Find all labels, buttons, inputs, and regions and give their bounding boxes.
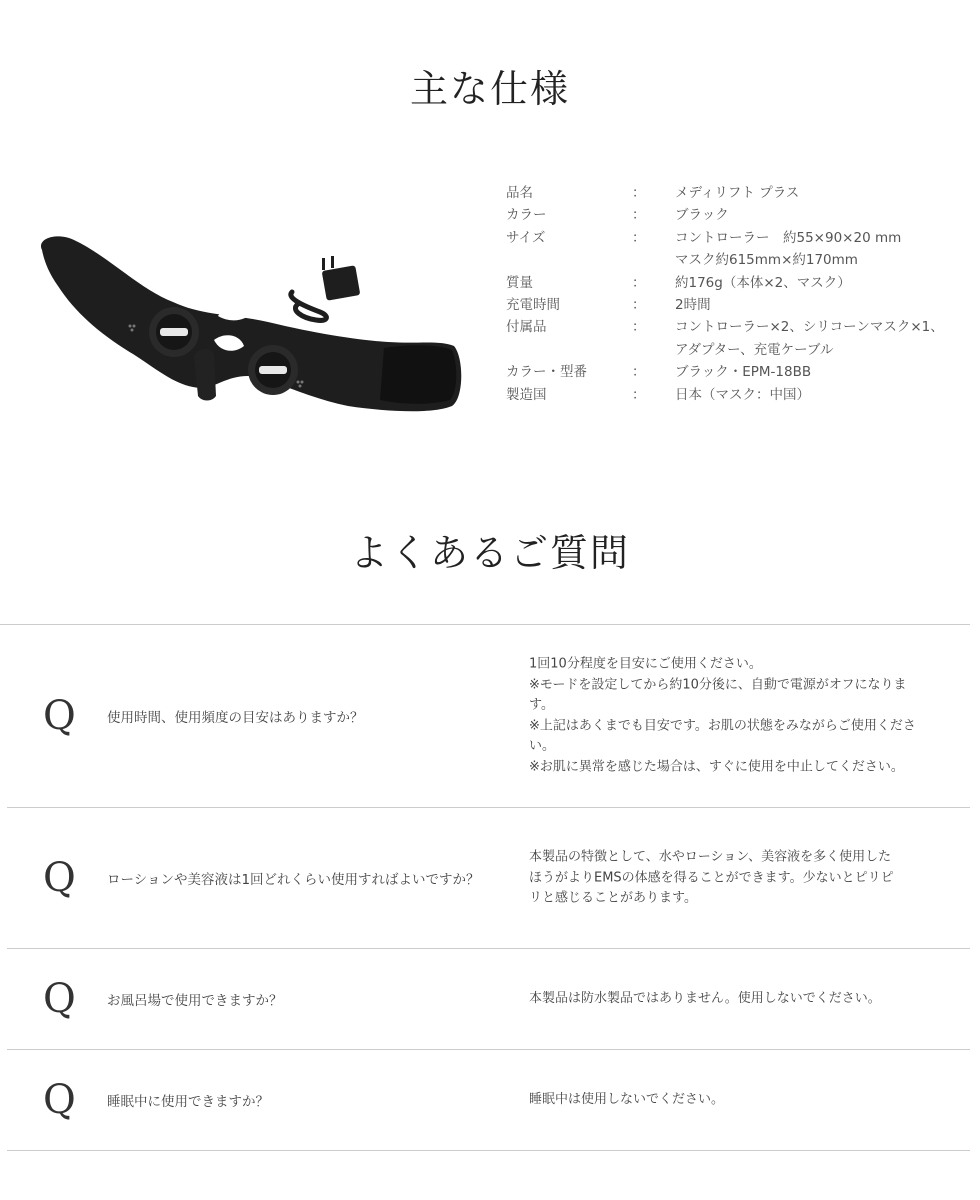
faq-item — [7, 1050, 970, 1151]
faq-answer-line: 本製品は防水製品ではありません。使用しないでください。 — [529, 990, 881, 1006]
spec-row — [506, 204, 966, 226]
spec-row — [506, 272, 966, 294]
chin-tab — [194, 349, 216, 401]
spec-label: カラー・型番 — [506, 364, 587, 381]
spec-value: ブラック・EPM-18BB — [675, 364, 812, 381]
spec-row — [506, 384, 966, 406]
spec-label: カラー — [506, 207, 547, 224]
spec-label: 品名 — [506, 185, 533, 201]
faq-question: お風呂場で使用できますか？ — [107, 993, 283, 1009]
faq-section-title: よくあるご質問 — [349, 531, 630, 575]
spec-value: コントローラー 約55×90×20 mm — [675, 229, 902, 246]
spec-row — [506, 294, 966, 316]
spec-row — [506, 227, 966, 272]
spec-separator: ： — [632, 207, 646, 224]
spec-label: サイズ — [506, 229, 546, 246]
adapter — [322, 265, 361, 300]
spec-value: マスク約615mm×約170mm — [675, 252, 858, 269]
faq-answer-line: い。 — [529, 738, 556, 754]
spec-table — [506, 182, 966, 406]
spec-row — [506, 316, 966, 361]
spec-separator: ： — [632, 364, 646, 381]
q-mark: Q — [43, 855, 76, 901]
spec-separator: ： — [632, 185, 646, 201]
spec-value: 2時間 — [675, 297, 711, 314]
faq-list — [7, 625, 970, 1151]
spec-label: 付属品 — [506, 319, 547, 336]
spec-separator: ： — [632, 297, 646, 314]
faq-answer-line: リと感じることがあります。 — [529, 890, 697, 906]
spec-section-title: 主な仕様 — [409, 67, 570, 111]
q-mark: Q — [43, 693, 76, 739]
spec-value: コントローラー×2、シリコーンマスク×1、 — [675, 319, 944, 336]
spec-row — [506, 361, 966, 383]
cable — [291, 292, 327, 320]
spec-value: メディリフト プラス — [675, 185, 800, 201]
spec-label: 製造国 — [506, 386, 547, 403]
faq-answer-line: 本製品の特徴として、水やローション、美容液を多く使用した — [529, 849, 892, 865]
faq-item — [7, 949, 970, 1050]
spec-separator: ： — [632, 319, 646, 336]
faq-question: 睡眠中に使用できますか？ — [107, 1094, 269, 1110]
spec-separator: ： — [632, 274, 646, 291]
faq-answer — [529, 989, 929, 1010]
spec-value: アダプター、充電ケーブル — [675, 341, 834, 358]
spec-value: 約176g（本体×2、マスク） — [675, 274, 851, 291]
faq-answer — [529, 1090, 929, 1111]
faq-question: ローションや美容液は1回どれくらい使用すればよいですか？ — [107, 872, 480, 888]
q-mark: Q — [43, 1077, 76, 1123]
faq-answer-line: ※上記はあくまでも目安です。お肌の状態をみながらご使用くださ — [529, 718, 916, 733]
q-mark: Q — [43, 976, 76, 1022]
strap-velcro — [380, 345, 456, 404]
spec-value: ブラック — [675, 207, 729, 224]
spec-separator: ： — [632, 386, 646, 403]
faq-answer-line: ほうがよりEMSの体感を得ることができます。少ないとピリピ — [529, 869, 894, 885]
spec-row — [506, 182, 966, 204]
faq-answer-line: ※モードを設定してから約10分後に、自動で電源がオフになります。 — [529, 677, 907, 713]
faq-answer — [529, 655, 929, 778]
faq-answer — [529, 847, 929, 909]
faq-answer-line: 1回10分程度を目安にご使用ください。 — [529, 656, 762, 672]
spec-separator: ： — [632, 229, 646, 246]
product-image — [28, 228, 468, 418]
faq-answer-line: 睡眠中は使用しないでください。 — [529, 1091, 725, 1107]
faq-question: 使用時間、使用頻度の目安はありますか？ — [107, 710, 364, 726]
spec-value: 日本（マスク：中国） — [675, 386, 810, 403]
spec-label: 質量 — [506, 274, 533, 291]
faq-item — [7, 808, 970, 949]
spec-label: 充電時間 — [506, 297, 560, 314]
nose-cutout — [218, 305, 254, 320]
faq-answer-line: ※お肌に異常を感じた場合は、すぐに使用を中止してください。 — [529, 759, 904, 774]
faq-item — [7, 625, 970, 808]
